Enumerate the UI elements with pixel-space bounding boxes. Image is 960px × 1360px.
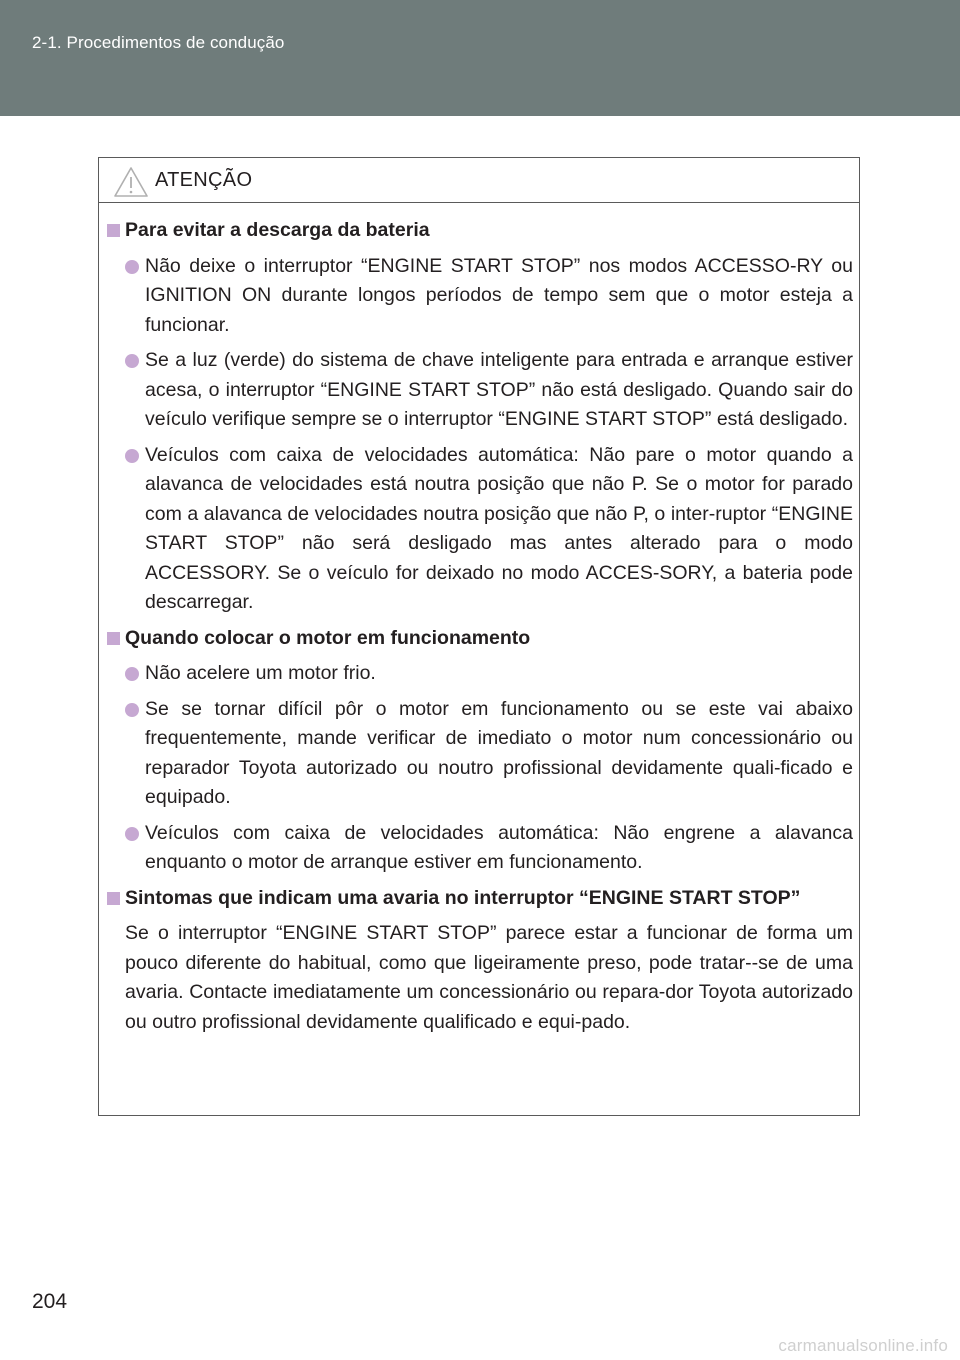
list-item: Veículos com caixa de velocidades automática: Não engrene a alavanca enquanto o motor de arranque estiver em funcionamento. (107, 819, 853, 878)
warning-title: ATENÇÃO (155, 169, 253, 191)
watermark: carmanualsonline.info (778, 1336, 948, 1355)
page-number: 204 (32, 1290, 68, 1313)
warning-body (107, 216, 853, 1037)
round-bullet-icon (125, 354, 139, 368)
round-bullet-icon (125, 703, 139, 717)
square-bullet-icon (107, 892, 120, 905)
list-item: Não acelere um motor frio. (107, 659, 853, 689)
round-bullet-icon (125, 827, 139, 841)
round-bullet-icon (125, 667, 139, 681)
section-heading: Sintomas que indicam uma avaria no interruptor “ENGINE START STOP” (107, 884, 853, 914)
paragraph: Se o interruptor “ENGINE START STOP” parece estar a funcionar de forma um pouco diferente do habitual, como que ligeiramente preso, pode tratar--se de uma avaria. Contacte imediatamente um concessionário ou repara-dor Toyota autorizado ou outro profissional devidamente qualificado e equi-pado. (125, 922, 853, 1033)
list-item: Se se tornar difícil pôr o motor em funcionamento ou se este vai abaixo frequentemente, mande verificar de imediato o motor num concessionário ou reparador Toyota autorizado ou noutro profissional devidamente quali-ficado e equipado. (107, 695, 853, 813)
warning-box (98, 157, 860, 1116)
square-bullet-icon (107, 632, 120, 645)
section-heading: Quando colocar o motor em funcionamento (107, 624, 853, 654)
round-bullet-icon (125, 449, 139, 463)
header-band (0, 0, 960, 116)
list-item: Se a luz (verde) do sistema de chave inteligente para entrada e arranque estiver acesa, o interruptor “ENGINE START STOP” não está desligado. Quando sair do veículo verifique sempre se o interruptor “ENGINE START STOP” está desligado. (107, 346, 853, 435)
square-bullet-icon (107, 224, 120, 237)
warning-triangle-icon (113, 166, 149, 198)
list-item: Não deixe o interruptor “ENGINE START STOP” nos modos ACCESSO-RY ou IGNITION ON durante longos períodos de tempo sem que o motor esteja a funcionar. (107, 252, 853, 341)
round-bullet-icon (125, 260, 139, 274)
list-item: Veículos com caixa de velocidades automática: Não pare o motor quando a alavanca de velocidades está noutra posição que não P. Se o motor for parado com a alavanca de velocidades noutra posição que não P, o inter-ruptor “ENGINE START STOP” não será desligado mas antes alterado para o modo ACCESSORY. Se o veículo for deixado no modo ACCES-SORY, a bateria pode descarregar. (107, 441, 853, 618)
section-title: 2-1. Procedimentos de condução (32, 33, 285, 52)
warning-header (99, 158, 859, 203)
section-heading: Para evitar a descarga da bateria (107, 216, 853, 246)
